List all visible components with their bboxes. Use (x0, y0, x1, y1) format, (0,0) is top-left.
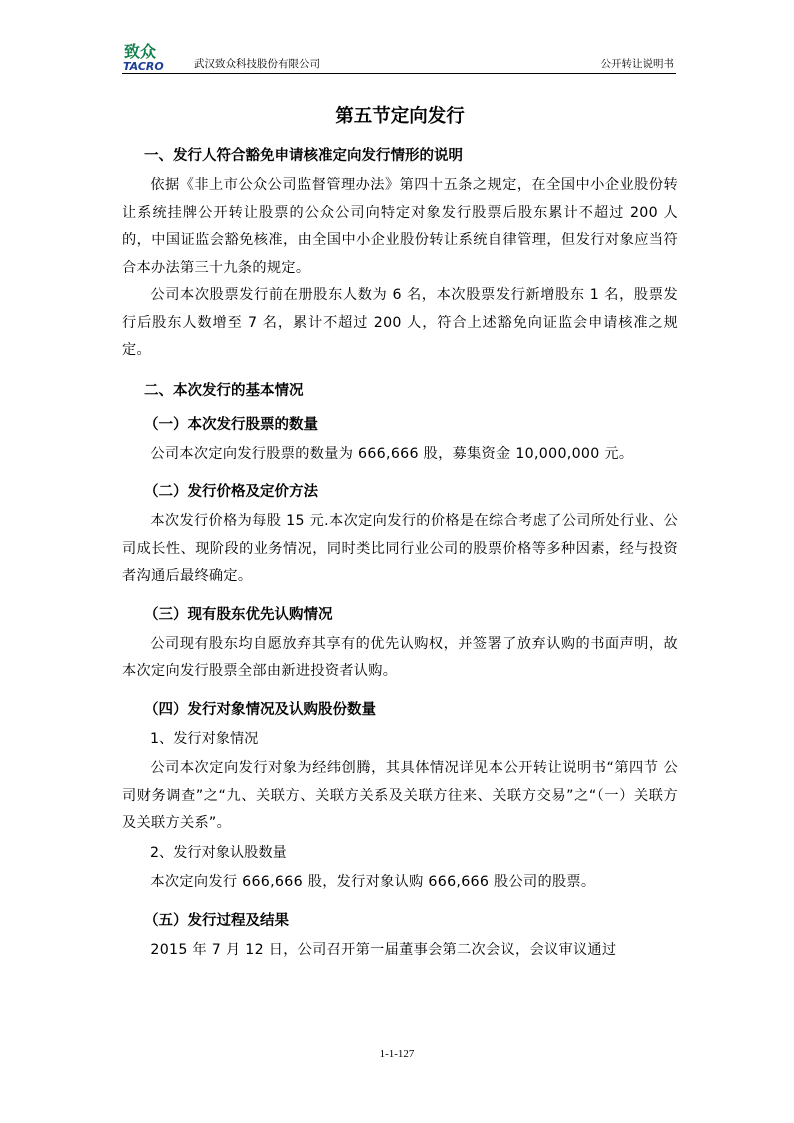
paragraph: 本次发行价格为每股 15 元.本次定向发行的价格是在综合考虑了公司所处行业、公司成长性、现阶段的业务情况，同时类比同行业公司的股票价格等多种因素，经与投资者沟通后最终确定。 (122, 513, 678, 584)
paragraph: 公司本次定向发行对象为经纬创腾，其具体情况详见本公开转让说明书“第四节 公司财务调查”之“九、关联方、关联方关系及关联方往来、关联方交易”之“（一）关联方及关联方关系”。 (122, 760, 678, 831)
paragraph: 公司本次定向发行股票的数量为 666,666 股，募集资金 10,000,000 元。 (150, 445, 634, 462)
paragraph: 本次定向发行 666,666 股，发行对象认购 666,666 股公司的股票。 (150, 874, 596, 890)
paragraph: 2015 年 7 月 12 日，公司召开第一届董事会第二次会议，会议审议通过 (150, 941, 617, 958)
company-logo (122, 42, 190, 72)
list-item: 1、发行对象情况 (150, 730, 259, 747)
subheading-subscriber: （四）发行对象情况及认购股份数量 (144, 701, 376, 718)
svg-text:致众: 致众 (124, 42, 157, 61)
page-header (122, 40, 676, 74)
paragraph: 公司现有股东均自愿放弃其享有的优先认购权，并签署了放弃认购的书面声明，故本次定向发行股票全部由新进投资者认购。 (122, 635, 678, 679)
heading-basic-info: 二、本次发行的基本情况 (144, 382, 304, 399)
company-name: 武汉致众科技股份有限公司 (194, 58, 320, 70)
paragraph: 公司本次股票发行前在册股东人数为 6 名，本次股票发行新增股东 1 名，股票发行后股东人数增至 7 名，累计不超过 200 人，符合上述豁免向证监会申请核准之规定。 (122, 287, 678, 358)
section-title: 第五节定向发行 (335, 106, 465, 127)
subheading-quantity: （一）本次发行股票的数量 (144, 416, 318, 433)
page-body (122, 96, 678, 964)
document-title: 公开转让说明书 (600, 58, 674, 70)
subheading-price: （二）发行价格及定价方法 (144, 484, 318, 500)
subheading-process: （五）发行过程及结果 (144, 912, 289, 929)
subheading-priority: （三）现有股东优先认购情况 (144, 606, 333, 623)
page-number: 1-1-127 (379, 1048, 415, 1060)
paragraph: 依据《非上市公众公司监督管理办法》第四十五条之规定，在全国中小企业股份转让系统挂牌公开转让股票的公众公司向特定对象发行股票后股东累计不超过 200 人的，中国证监会豁免核准，由全国中小企业股份转让系统自律管理，但发行对象应当符合本办法第三十九条的规定。 (122, 177, 678, 276)
svg-text:TACRO: TACRO (123, 60, 164, 72)
list-item: 2、发行对象认股数量 (150, 844, 287, 861)
heading-exemption: 一、发行人符合豁免申请核准定向发行情形的说明 (144, 148, 463, 164)
